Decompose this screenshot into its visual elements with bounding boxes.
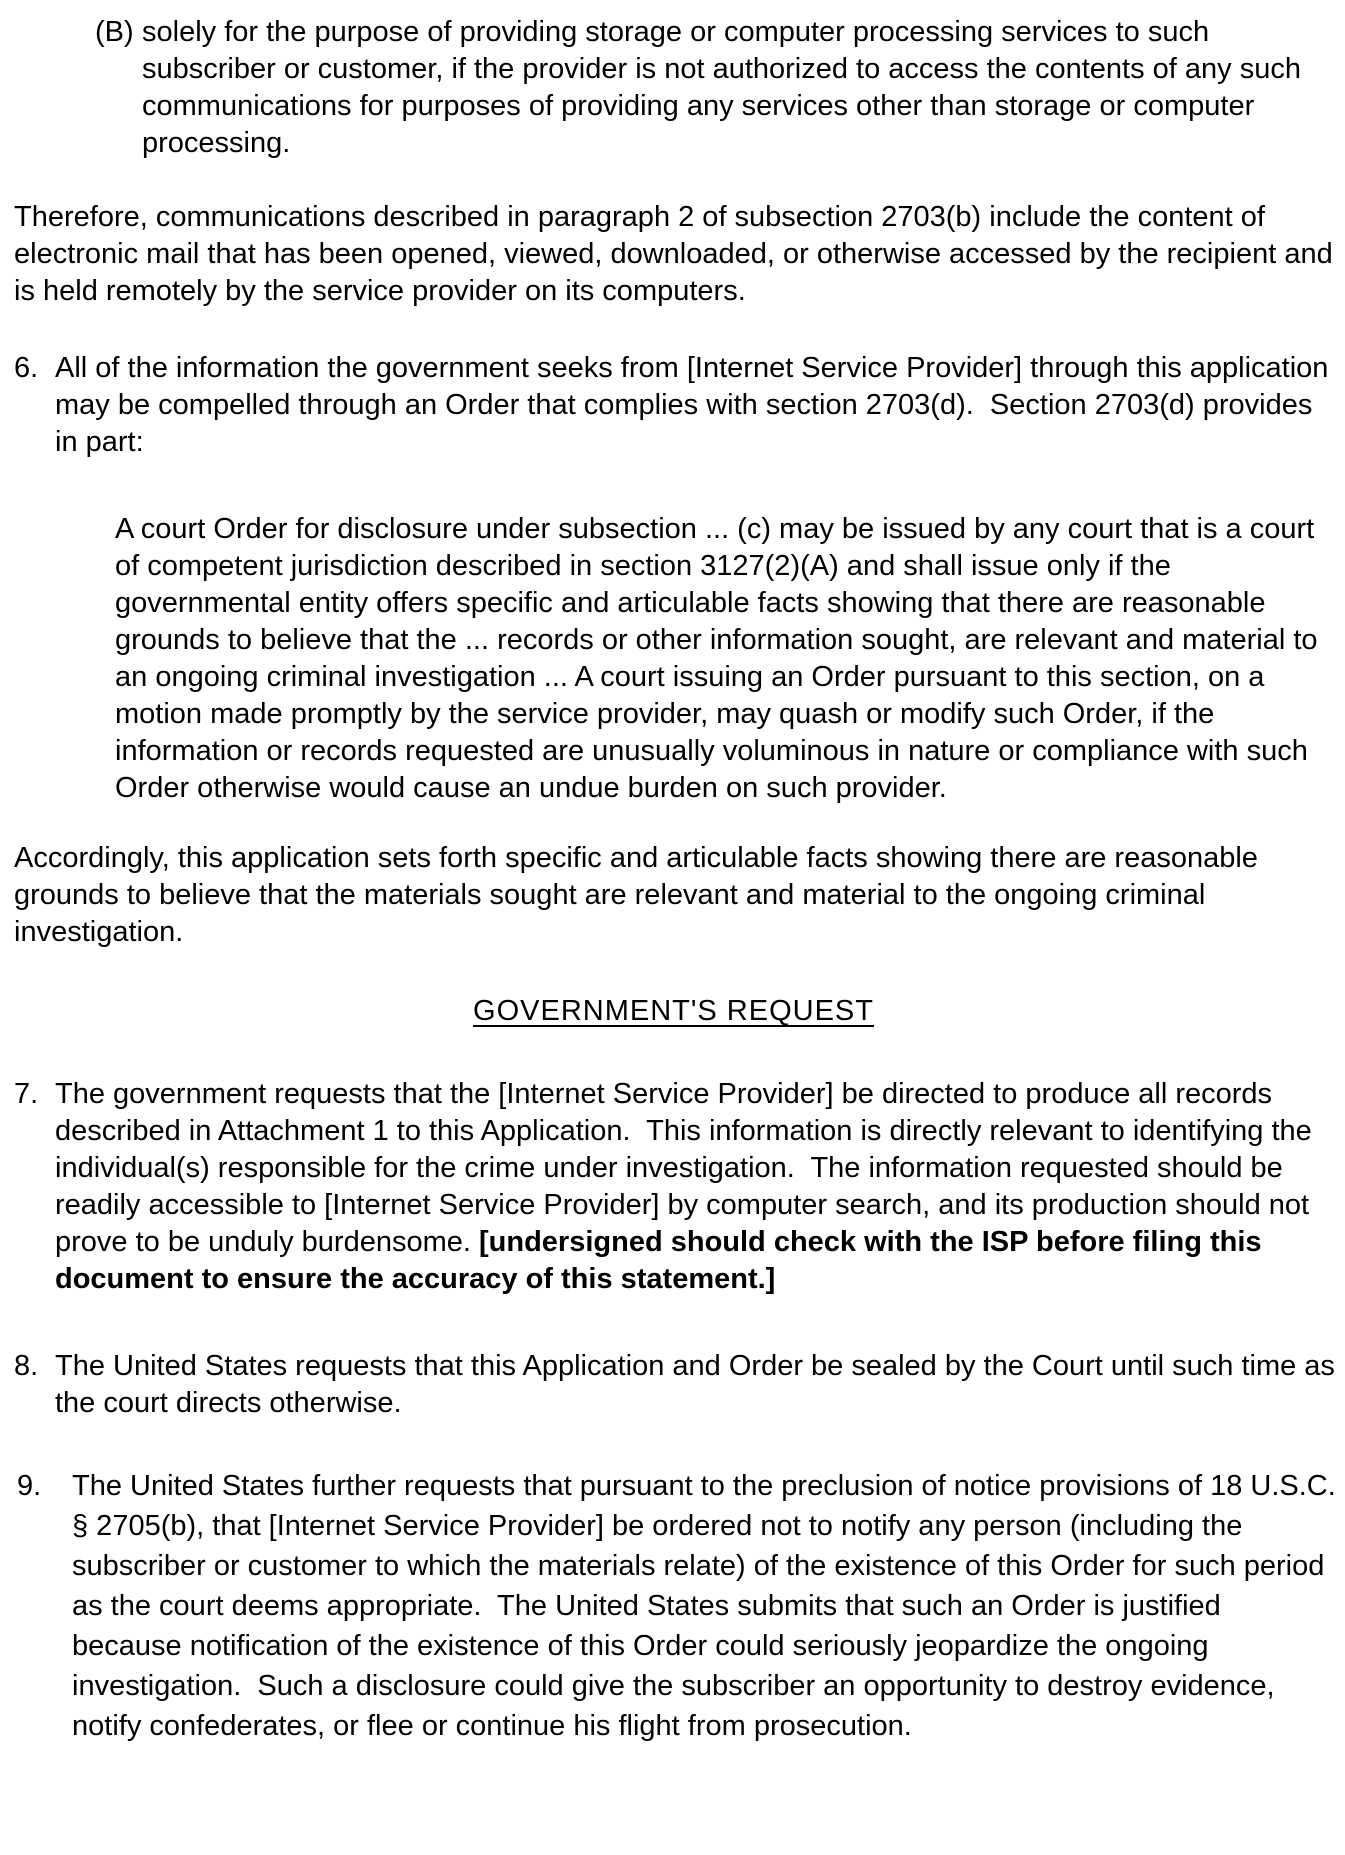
numbered-item-8 <box>14 1348 1343 1422</box>
item-8-text: The United States requests that this Application and Order be sealed by the Court until such time as the court directs otherwise. <box>55 1350 1343 1419</box>
numbered-item-9 <box>14 1466 1344 1746</box>
numbered-item-6 <box>14 350 1336 461</box>
item-6-text: All of the information the government seeks from [Internet Service Provider] through this application may be compelled through an Order that complies with section 2703(d). Section 2703(d) provides in part: <box>55 352 1337 458</box>
item-7-text-normal: The government requests that the [Internet Service Provider] be directed to produce all records described in Attachment 1 to this Application. This information is directly relevant to identifying the individual(s) responsible for the crime under investigation. The information requested should be readily accessible to [Internet Service Provider] by computer search, and its production should not prove to be unduly burdensome. <box>55 1078 1320 1258</box>
item-9-text: The United States further requests that pursuant to the preclusion of notice provisions of 18 U.S.C. § 2705(b), that [Internet Service Provider] be ordered not to notify any person (including the subscriber or customer to which the materials relate) of the existence of this Order for such period as the court deems appropriate. The United States submits that such an Order is justified because notification of the existence of this Order could seriously jeopardize the ongoing investigation. Such a disclosure could give the subscriber an opportunity to destroy evidence, notify confederates, or flee or continue his flight from prosecution. <box>72 1470 1344 1742</box>
item-8-number: 8. <box>14 1350 39 1382</box>
item-7-number: 7. <box>14 1078 39 1110</box>
subparagraph-b-label: (B) <box>95 16 134 48</box>
item-7-bold-note: [undersigned should check with the ISP before filing this document to ensure the accuracy of this statement.] <box>55 1226 1270 1295</box>
item-7-text <box>55 1076 1336 1298</box>
section-heading-governments-request: GOVERNMENT'S REQUEST <box>473 995 874 1027</box>
subparagraph-b-text: solely for the purpose of providing storage or computer processing services to such subscriber or customer, if the provider is not authorized to access the contents of any such communications for purposes of providing any services other than storage or computer processing. <box>142 16 1310 159</box>
paragraph-therefore: Therefore, communications described in paragraph 2 of subsection 2703(b) include the content of electronic mail that has been opened, viewed, downloaded, or otherwise accessed by the recipient and is held remotely by the service provider on its computers. <box>14 201 1341 307</box>
paragraph-accordingly: Accordingly, this application sets forth specific and articulable facts showing there are reasonable grounds to believe that the materials sought are relevant and material to the ongoing criminal investigation. <box>14 842 1266 948</box>
numbered-item-7 <box>14 1076 1336 1298</box>
item-6-number: 6. <box>14 352 39 384</box>
statute-quote-2703d: A court Order for disclosure under subsection ... (c) may be issued by any court that is a court of competent jurisdiction described in section 3127(2)(A) and shall issue only if the governmental entity offers specific and articulable facts showing that there are reasonable grounds to believe that the ... records or other information sought, are relevant and material to an ongoing criminal investigation ... A court issuing an Order pursuant to this section, on a motion made promptly by the service provider, may quash or modify such Order, if the information or records requested are unusually voluminous in nature or compliance with such Order otherwise would cause an undue burden on such provider. <box>115 513 1326 804</box>
item-9-number: 9. <box>17 1470 42 1502</box>
subparagraph-b <box>95 14 1335 162</box>
